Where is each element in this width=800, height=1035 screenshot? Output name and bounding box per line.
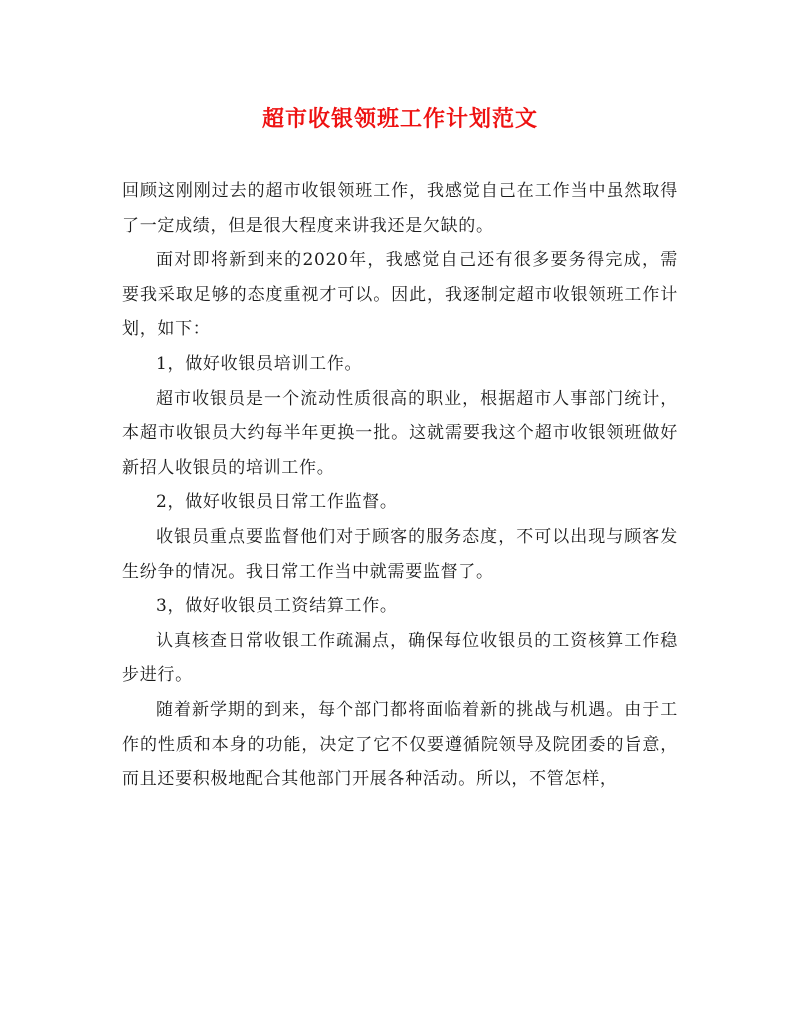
paragraph: 面对即将新到来的2020年，我感觉自己还有很多要务得完成，需要我采取足够的态度重视才可以。因此，我逐制定超市收银领班工作计划，如下： <box>122 250 678 340</box>
paragraph: 收银员重点要监督他们对于顾客的服务态度，不可以出现与顾客发生纷争的情况。我日常工作当中就需要监督了。 <box>122 526 678 582</box>
paragraph: 回顾这刚刚过去的超市收银领班工作，我感觉自己在工作当中虽然取得了一定成绩，但是很大程度来讲我还是欠缺的。 <box>122 181 678 236</box>
paragraph: 认真核查日常收银工作疏漏点，确保每位收银员的工资核算工作稳步进行。 <box>122 630 678 686</box>
paragraph: 超市收银员是一个流动性质很高的职业，根据超市人事部门统计，本超市收银员大约每半年更换一批。这就需要我这个超市收银领班做好新招人收银员的培训工作。 <box>122 388 678 478</box>
document-title: 超市收银领班工作计划范文 <box>261 106 538 132</box>
list-item-heading: 1，做好收银员培训工作。 <box>156 353 363 374</box>
document-body <box>122 174 678 797</box>
list-item-heading: 3，做好收银员工资结算工作。 <box>156 596 398 617</box>
list-item-heading: 2，做好收银员日常工作监督。 <box>156 492 398 513</box>
paragraph: 随着新学期的到来，每个部门都将面临着新的挑战与机遇。由于工作的性质和本身的功能，决定了它不仅要遵循院领导及院团委的旨意，而且还要积极地配合其他部门开展各种活动。所以，不管怎样， <box>122 699 678 790</box>
